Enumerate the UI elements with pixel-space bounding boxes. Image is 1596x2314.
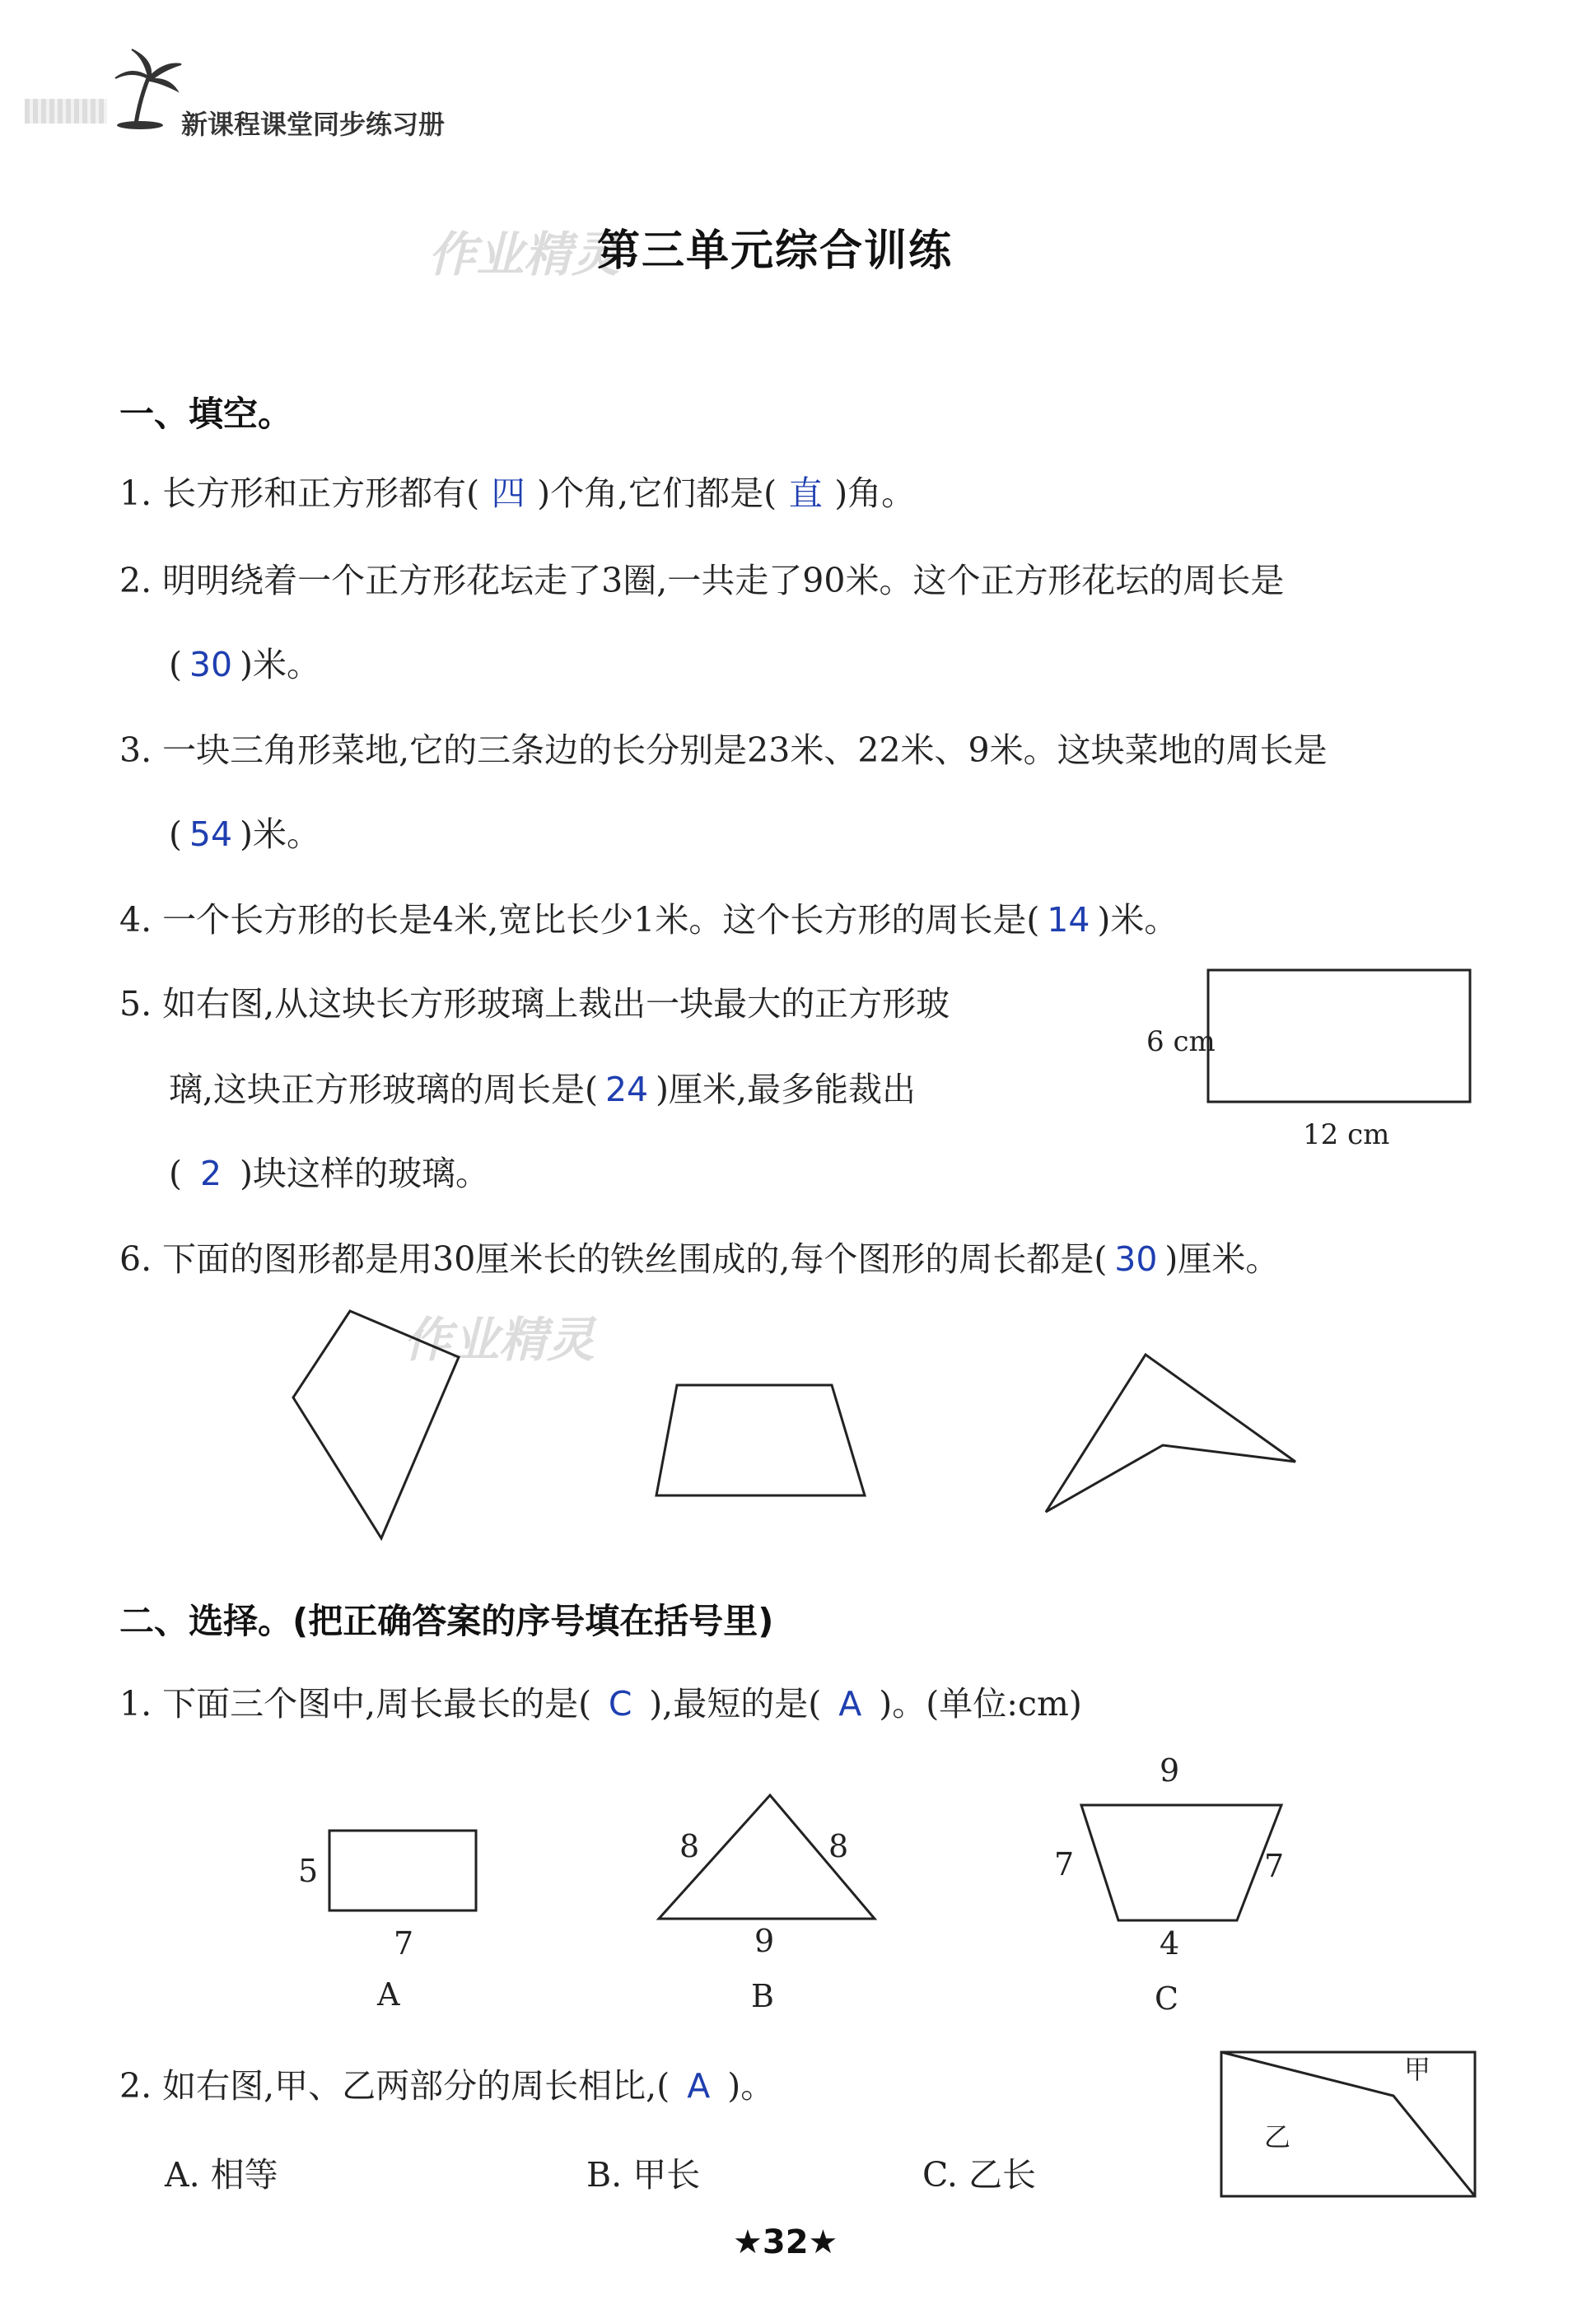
figC-label: C [1155,1980,1179,2017]
option-a: A. 相等 [165,2155,278,2195]
figB-left-label: 8 [679,1828,700,1864]
figC-left-label: 7 [1054,1846,1075,1882]
answer: 四 [491,474,525,513]
answer: C [608,1684,632,1724]
trapezoid-shape-figure [656,1385,865,1495]
figB-right-label: 8 [828,1828,849,1864]
answer: 直 [788,474,823,513]
section-heading: 一、填空。 [119,394,293,434]
question-1-3-answer-line: ( 54 )米。 [169,814,320,854]
glass-rectangle-figure [1208,970,1470,1102]
answer: 24 [604,1070,649,1109]
question-1-5: 5. 如右图,从这块长方形玻璃上裁出一块最大的正方形玻 [119,984,950,1024]
region-jia-label: 甲 [1404,2054,1431,2085]
answer: 30 [189,645,233,684]
question-1-4: 4. 一个长方形的长是4米,宽比长少1米。这个长方形的周长是( 14 )米。 [119,900,1178,940]
question-2-1: 1. 下面三个图中,周长最长的是( C ),最短的是( A )。(单位:cm) [119,1684,1082,1724]
jia-yi-divider [1221,2052,1475,2196]
figA-side-label: 5 [298,1853,319,1889]
figA-label: A [377,1976,400,2013]
jia-yi-rectangle [1221,2052,1475,2196]
figC-bottom-label: 4 [1160,1925,1180,1962]
answer: A [687,2066,711,2106]
figure-height-label: 6 cm [1146,1025,1216,1058]
watermark: 作业精灵 [404,1312,595,1368]
answer: 54 [189,814,233,854]
page-title: 第三单元综合训练 [597,226,954,276]
figC-right-label: 7 [1264,1848,1285,1884]
figC-top-label: 9 [1160,1752,1180,1789]
book-title: 新课程课堂同步练习册 [181,109,446,140]
answer: 14 [1047,900,1090,940]
question-1-3: 3. 一块三角形菜地,它的三条边的长分别是23米、22米、9米。这块菜地的周长是 [119,730,1328,770]
figB-label: B [751,1978,774,2014]
figB-bottom-label: 9 [754,1923,775,1959]
question-1-2-answer-line: ( 30 )米。 [169,645,320,684]
question-1-2: 2. 明明绕着一个正方形花坛走了3圈,一共走了90米。这个正方形花坛的周长是 [119,561,1285,600]
question-1-1: 1. 长方形和正方形都有( 四 )个角,它们都是( 直 )角。 [119,466,915,515]
arrow-shape-figure [1046,1355,1295,1512]
figA-rectangle [329,1831,476,1910]
option-c: C. 乙长 [922,2155,1036,2195]
figC-trapezoid [1081,1805,1281,1920]
figure-width-label: 12 cm [1303,1118,1390,1151]
section-heading: 二、选择。(把正确答案的序号填在括号里) [119,1601,774,1641]
question-1-5-line2: 璃,这块正方形玻璃的周长是( 24 )厘米,最多能裁出 [169,1070,917,1109]
region-yi-label: 乙 [1264,2121,1291,2153]
question-1-5-line3: ( 2 )块这样的玻璃。 [169,1154,489,1193]
option-b: B. 甲长 [586,2155,701,2195]
page-number: ★32★ [733,2223,838,2261]
answer: 30 [1114,1239,1158,1279]
header-decoration [25,99,107,124]
watermark: 作业精灵 [428,226,620,282]
question-1-6: 6. 下面的图形都是用30厘米长的铁丝围成的,每个图形的周长都是( 30 )厘米。 [119,1239,1280,1279]
answer: 2 [199,1154,222,1193]
figA-bottom-label: 7 [394,1925,414,1962]
answer: A [838,1684,862,1724]
question-2-2: 2. 如右图,甲、乙两部分的周长相比,( A )。 [119,2066,775,2106]
